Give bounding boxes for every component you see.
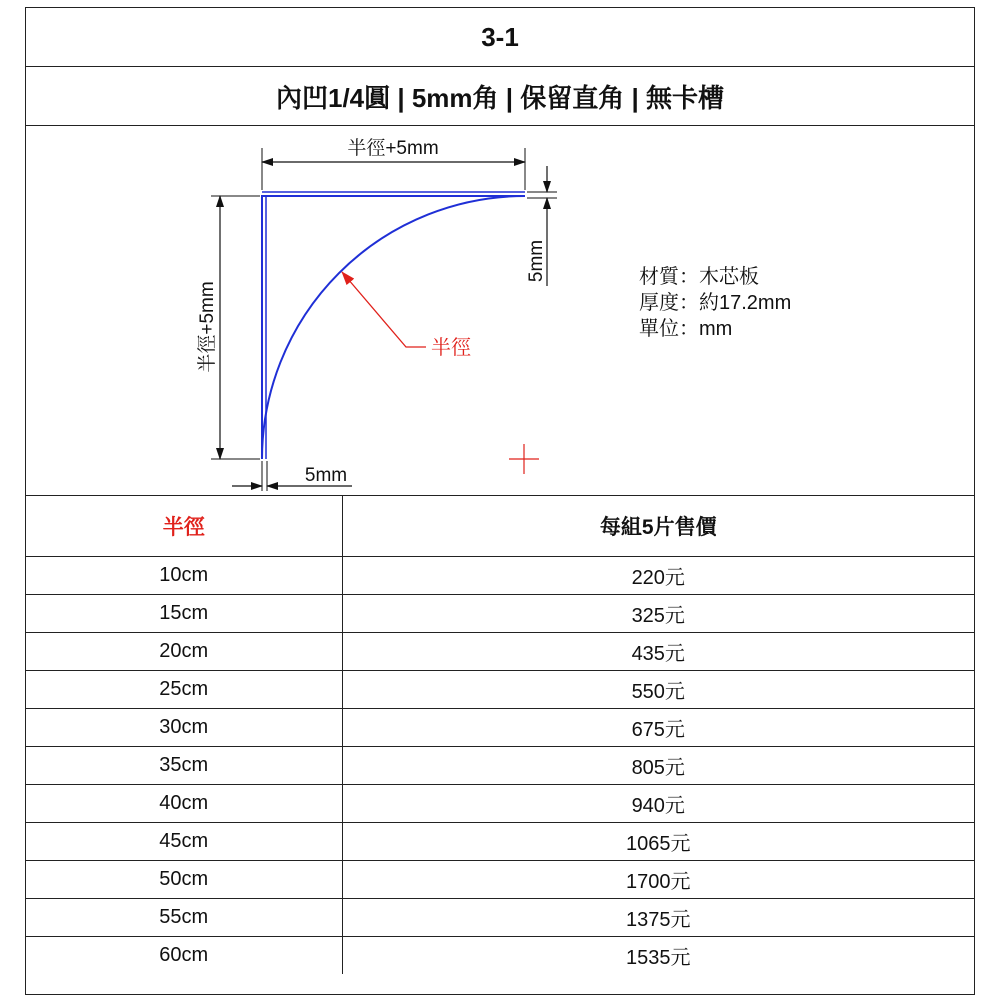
radius-cell: 30cm <box>26 708 342 746</box>
price-cell: 675元 <box>342 708 974 746</box>
header-price: 每組5片售價 <box>342 496 974 556</box>
radius-cell: 50cm <box>26 860 342 898</box>
radius-cell: 60cm <box>26 936 342 974</box>
radius-label: 半徑 <box>431 337 471 359</box>
price-cell: 220元 <box>342 556 974 594</box>
table-header-row <box>26 496 974 556</box>
table-row <box>26 936 974 974</box>
dimension-lines <box>220 162 547 486</box>
radius-cell: 15cm <box>26 594 342 632</box>
table-row <box>26 822 974 860</box>
radius-cell: 20cm <box>26 632 342 670</box>
quarter-circle-outline <box>262 196 525 459</box>
table-row <box>26 898 974 936</box>
diagram-drawing <box>26 126 973 494</box>
price-cell: 1065元 <box>342 822 974 860</box>
thickness-spec: 厚度：約17.2mm <box>639 292 792 314</box>
product-sheet <box>25 7 975 995</box>
price-cell: 940元 <box>342 784 974 822</box>
table-row <box>26 784 974 822</box>
page-title: 3-1 <box>26 8 974 67</box>
table-row <box>26 594 974 632</box>
price-cell: 1375元 <box>342 898 974 936</box>
unit-spec: 單位：mm <box>639 318 733 340</box>
radius-cell: 40cm <box>26 784 342 822</box>
top-dimension-label: 半徑+5mm <box>347 138 439 159</box>
center-cross-icon <box>509 444 539 474</box>
bottom-dimension-label: 5mm <box>304 465 348 486</box>
radius-leader <box>342 272 426 347</box>
radius-cell: 35cm <box>26 746 342 784</box>
table-row <box>26 670 974 708</box>
right-dimension-label: 5mm <box>526 239 547 283</box>
material-spec: 材質：木芯板 <box>639 266 759 288</box>
header-radius: 半徑 <box>26 496 342 556</box>
product-subtitle: 內凹1/4圓 | 5mm角 | 保留直角 | 無卡槽 <box>26 67 974 126</box>
price-cell: 550元 <box>342 670 974 708</box>
specs-block <box>639 264 791 342</box>
price-cell: 1535元 <box>342 936 974 974</box>
price-cell: 1700元 <box>342 860 974 898</box>
profile-shape <box>262 192 525 459</box>
price-cell: 325元 <box>342 594 974 632</box>
profile-diagram <box>26 126 974 496</box>
table-row <box>26 746 974 784</box>
table-row <box>26 860 974 898</box>
price-cell: 805元 <box>342 746 974 784</box>
radius-cell: 10cm <box>26 556 342 594</box>
price-table <box>26 496 974 974</box>
price-cell: 435元 <box>342 632 974 670</box>
left-dimension-label: 半徑+5mm <box>197 281 218 373</box>
radius-cell: 45cm <box>26 822 342 860</box>
table-row <box>26 708 974 746</box>
table-row <box>26 632 974 670</box>
radius-cell: 55cm <box>26 898 342 936</box>
table-row <box>26 556 974 594</box>
radius-cell: 25cm <box>26 670 342 708</box>
